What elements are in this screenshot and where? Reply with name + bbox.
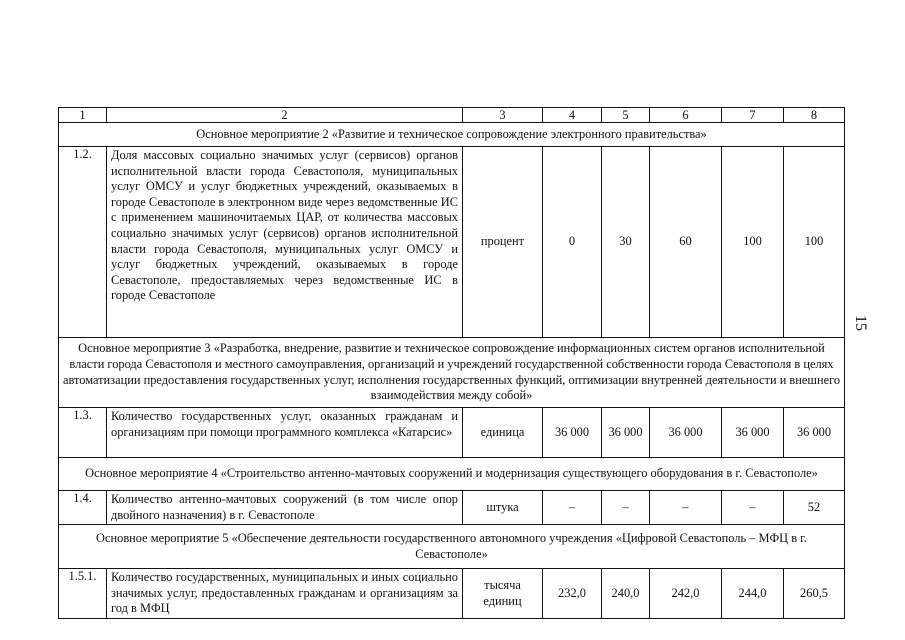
- indicator-number: 1.2.: [59, 147, 107, 338]
- indicators-table: [58, 107, 845, 619]
- column-number: 4: [543, 108, 602, 123]
- indicator-value: 36 000: [784, 408, 845, 458]
- indicator-row: [59, 147, 845, 338]
- section-header-row: [59, 458, 845, 491]
- indicator-value: 240,0: [602, 569, 650, 619]
- indicator-value: –: [543, 491, 602, 525]
- column-number: 5: [602, 108, 650, 123]
- indicator-value: 52: [784, 491, 845, 525]
- page-number: 15: [852, 315, 869, 331]
- indicator-description: Количество антенно-мачтовых сооружений (в том числе опор двойного назначения) в г. Севастополе: [107, 491, 463, 525]
- indicator-description: Количество государственных, муниципальных и иных социально значимых услуг, предоставленных гражданам и организациям за год в МФЦ: [107, 569, 463, 619]
- indicator-value: 36 000: [650, 408, 722, 458]
- indicator-value: 100: [722, 147, 784, 338]
- indicator-value: 232,0: [543, 569, 602, 619]
- column-number: 1: [59, 108, 107, 123]
- indicator-row: [59, 408, 845, 458]
- indicator-description: Доля массовых социально значимых услуг (сервисов) органов исполнительной власти города Севастополя, муниципальных услуг ОМСУ и услуг бюджетных учреждений, оказываемых в городе Севастополе в электронном виде через ведомственные ИС с применением машиночитаемых ЦАР, от количества массовых социально значимых услуг (сервисов) органов исполнительной власти города Севастополя, муниципальных услуг ОМСУ и услуг бюджетных учреждений, оказываемых в городе Севастополе, предоставляемых через ведомственные ИС в городе Севастополе: [107, 147, 463, 338]
- indicator-unit: процент: [463, 147, 543, 338]
- indicator-value: 242,0: [650, 569, 722, 619]
- indicator-value: 0: [543, 147, 602, 338]
- indicator-value: 36 000: [602, 408, 650, 458]
- indicator-value: 100: [784, 147, 845, 338]
- section-title: Основное мероприятие 4 «Строительство антенно-мачтовых сооружений и модернизация существующего оборудования в г. Севастополе»: [59, 458, 845, 491]
- indicator-value: 260,5: [784, 569, 845, 619]
- column-number: 2: [107, 108, 463, 123]
- section-header-row: [59, 525, 845, 569]
- indicator-row: [59, 491, 845, 525]
- indicator-description: Количество государственных услуг, оказанных гражданам и организациям при помощи программного комплекса «Катарсис»: [107, 408, 463, 458]
- indicator-number: 1.3.: [59, 408, 107, 458]
- section-title: Основное мероприятие 2 «Развитие и техническое сопровождение электронного правительства»: [59, 123, 845, 147]
- column-number: 7: [722, 108, 784, 123]
- column-number-row: [59, 108, 845, 123]
- indicator-value: 60: [650, 147, 722, 338]
- section-title: Основное мероприятие 3 «Разработка, внедрение, развитие и техническое сопровождение информационных систем органов исполнительной власти города Севастополя и местного самоуправления, организаций и учреждений государственной собственности города Севастополя в целях автоматизации предоставления государственных услуг, исполнения государственных функций, оптимизации внутренней деятельности и внешнего взаимодействия между собой»: [59, 338, 845, 408]
- indicator-unit: штука: [463, 491, 543, 525]
- indicator-value: –: [602, 491, 650, 525]
- indicator-unit: тысяча единиц: [463, 569, 543, 619]
- column-number: 8: [784, 108, 845, 123]
- indicator-row: [59, 569, 845, 619]
- indicator-unit: единица: [463, 408, 543, 458]
- column-number: 3: [463, 108, 543, 123]
- indicator-number: 1.5.1.: [59, 569, 107, 619]
- indicator-value: –: [722, 491, 784, 525]
- indicator-value: 30: [602, 147, 650, 338]
- indicator-number: 1.4.: [59, 491, 107, 525]
- section-title: Основное мероприятие 5 «Обеспечение деятельности государственного автономного учреждения «Цифровой Севастополь – МФЦ в г. Севастополе»: [59, 525, 845, 569]
- column-number: 6: [650, 108, 722, 123]
- indicator-value: 244,0: [722, 569, 784, 619]
- indicator-value: 36 000: [543, 408, 602, 458]
- indicator-value: 36 000: [722, 408, 784, 458]
- section-header-row: [59, 123, 845, 147]
- indicator-value: –: [650, 491, 722, 525]
- section-header-row: [59, 338, 845, 408]
